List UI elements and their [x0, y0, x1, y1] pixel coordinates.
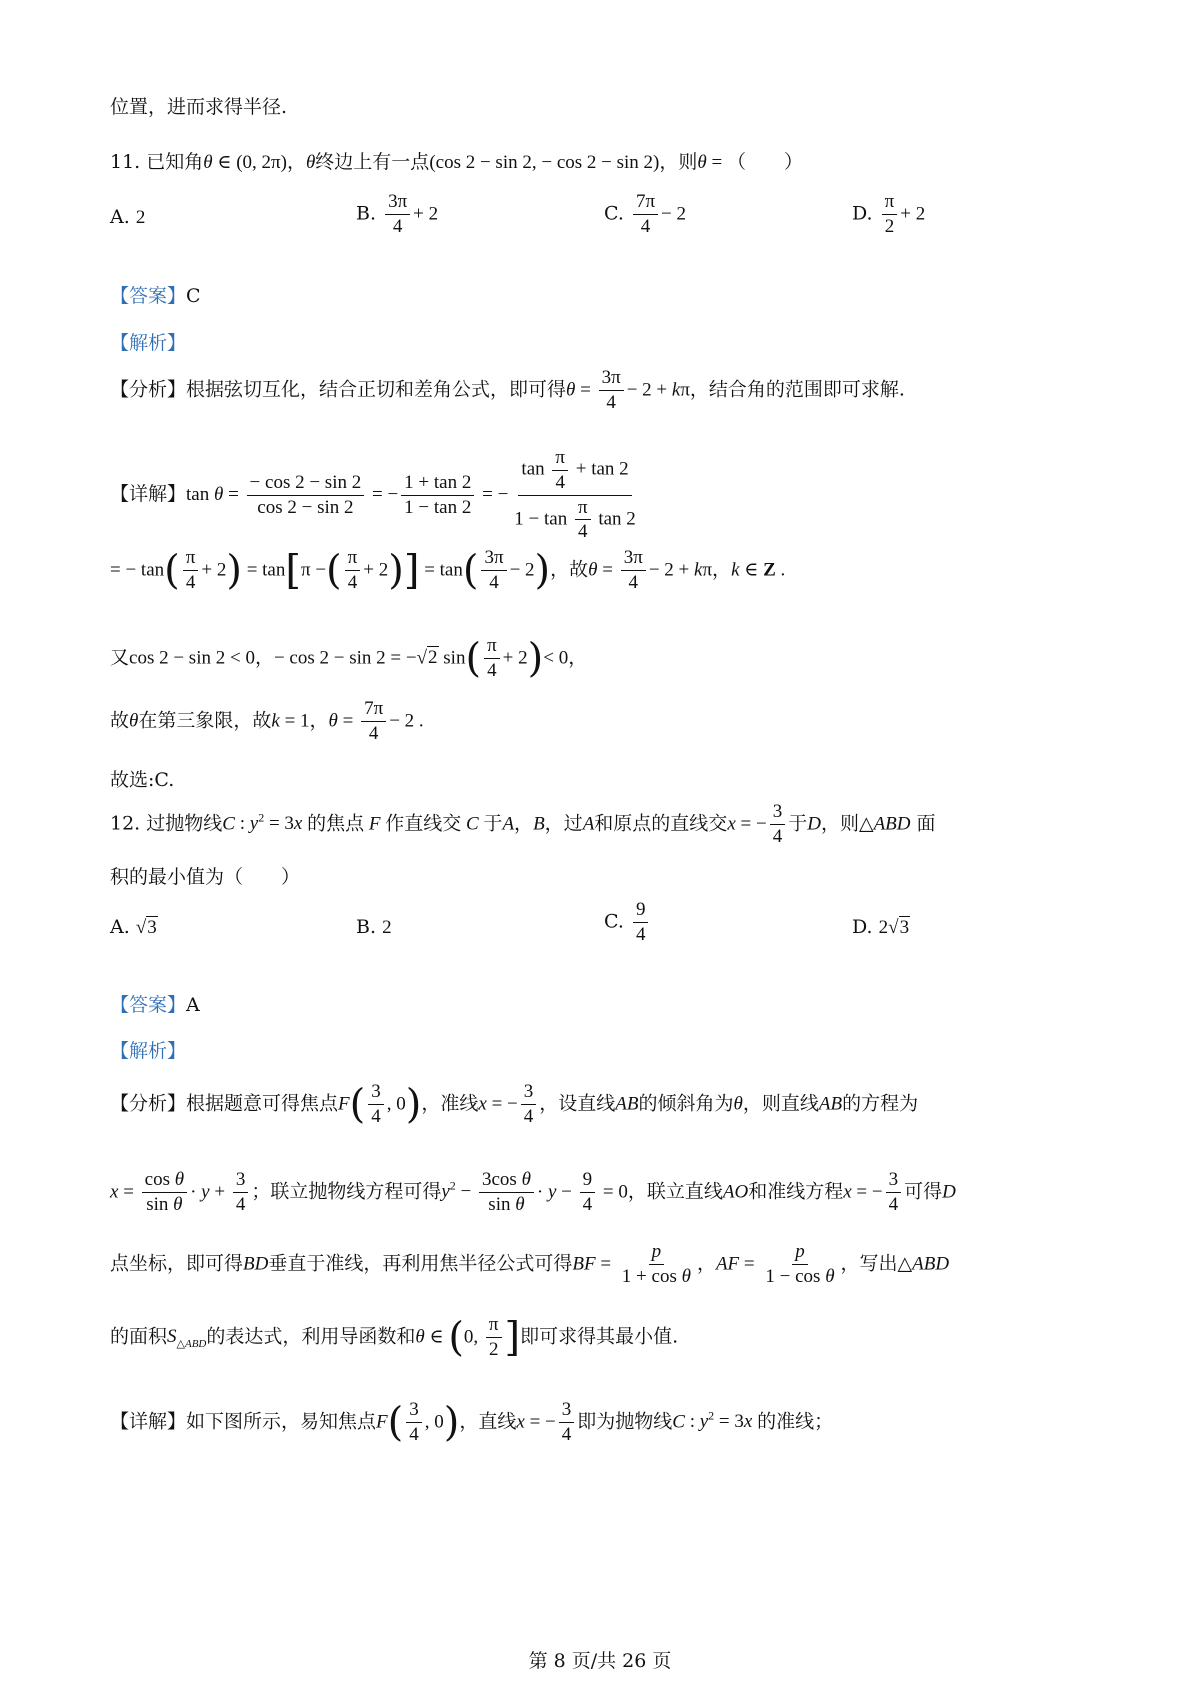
detail-line-12: 【详解】如下图所示，易知焦点F( $\frac{3}{4}$ , 0)，直线x = − $\frac{3}{4}$ 即为抛物线C : $y^2 = 3x$ 的准线； [110, 1399, 834, 1446]
question-12: 12. 过抛物线C : $y^2 = 3x$ 的焦点 F 作直线交 C 于A，B，过A和原点的直线交x = − $\frac{3}{4}$ 于D，则△ABD 面 [110, 801, 936, 847]
answer-line-12: 【答案】A [110, 994, 200, 1016]
fenxi-line-12c: 点坐标，即可得BD垂直于准线，再利用焦半径公式可得BF = $\frac{p}{\text{1 + cos θ}}$ ，AF = $\frac{p}{\text{1 − cos θ}}$ ，写出△ABD [110, 1241, 950, 1287]
detail-line-4: 故θ在第三象限，故k = 1，θ = $\frac{7\pi}{4}$ − 2 . [110, 698, 424, 744]
fenxi-line-12a: 【分析】根据题意可得焦点F( $\frac{3}{4}$ , 0)，准线x = − $\frac{3}{4}$ ，设直线AB的倾斜角为θ，则直线AB的方程为 [110, 1081, 919, 1128]
text-line: 位置，进而求得半径. [110, 96, 288, 118]
page-footer: 第 8 页/共 26 页 [528, 1650, 672, 1672]
option-a: A. 2 [110, 206, 146, 228]
option-d-12: D. 2√3 [852, 916, 910, 938]
fenxi-line-12b: x = $\frac{\text{cos θ}}{\text{sin θ}}$ · y + $\frac{3}{4}$ ；联立抛物线方程可得$y^2$ − $\frac{\text{3cos θ}}{\text{sin θ}}$ · y − $\frac{9}{4}$ = 0，联立直线AO和准线方程x = − $\frac{3}{4}$ 可得D [110, 1169, 956, 1215]
fenxi-line: 【分析】根据弦切互化，结合正切和差角公式，即可得θ = $\frac{3\pi}{4}$ − 2 + kπ，结合角的范围即可求解. [110, 367, 905, 413]
question-12-line2: 积的最小值为（ ） [110, 866, 301, 888]
answer-line: 【答案】C [110, 285, 201, 307]
option-a-12: A. √3 [110, 916, 157, 938]
question-11: 11. 已知角θ ∈ (0, 2π)，θ终边上有一点(cos 2 − sin 2, − cos 2 − sin 2)，则θ = （ ） [110, 151, 803, 173]
analysis-tag: 【解析】 [110, 332, 187, 354]
option-c-12: C. $\frac{9}{4}$ [604, 898, 651, 947]
detail-line-2: = − tan( $\frac{\pi}{4}$ + 2) = tan[π −( $\frac{\pi}{4}$ + 2)] = tan( $\frac{3\pi}{4}$ − 2)，故θ = $\frac{3\pi}{4}$ − 2 + kπ，k ∈ Z . [110, 547, 786, 594]
detail-line-1: 【详解】tan θ = $\frac{- \cos 2 - \sin 2}{\cos 2 - \sin 2}$ = − $\frac{1 + \tan 2}{1 - \tan 2}$ = − tan $\frac{\pi}{4}$ + tan 2 1 − tan $\frac{\pi}{4}$ tan 2 [110, 447, 636, 543]
option-b: B. $\frac{3\pi}{4}$ + 2 [356, 191, 439, 237]
select-line: 故选:C. [110, 769, 175, 791]
analysis-tag-12: 【解析】 [110, 1040, 187, 1062]
detail-line-3: 又cos 2 − sin 2 < 0，− cos 2 − sin 2 = −√2 sin( $\frac{\pi}{4}$ + 2)< 0， [110, 635, 588, 682]
option-b-12: B. 2 [356, 916, 392, 938]
option-d: D. $\frac{\pi}{2}$ + 2 [852, 191, 926, 237]
fenxi-line-12d: 的面积$S_{\triangle ABD}$的表达式，利用导函数和θ ∈ (0, $\frac{\pi}{2}$ ]即可求得其最小值. [110, 1314, 679, 1361]
option-c: C. $\frac{7\pi}{4}$ − 2 [604, 191, 687, 237]
